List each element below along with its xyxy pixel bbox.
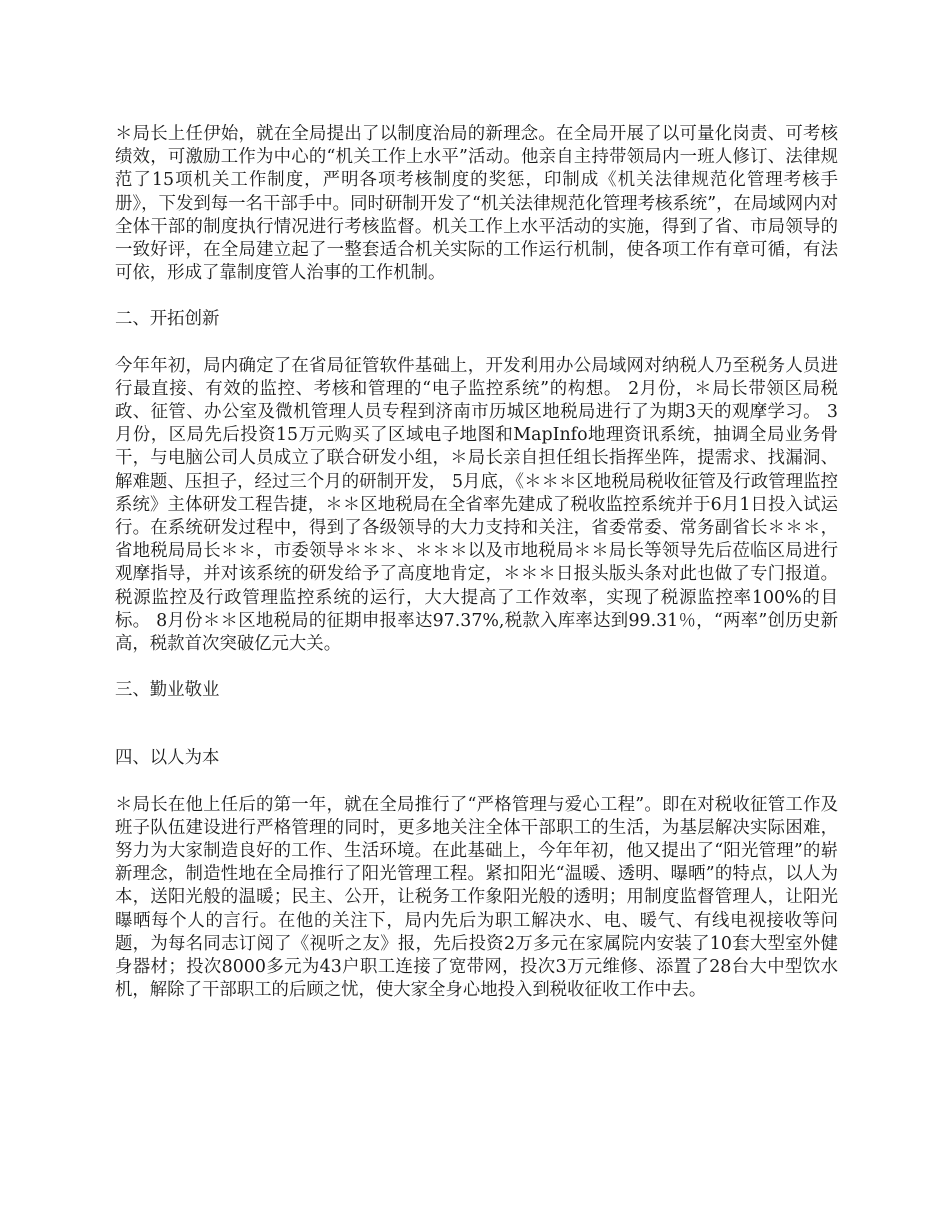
paragraph-sunshine-management: ＊局长在他上任后的第一年，就在全局推行了“严格管理与爱心工程”。即在对税收征管工作及班子队伍建设进行严格管理的同时，更多地关注全体干部职工的生活，为基层解决实际困难，努力为大家制造良好的工作、生活环境。在此基础上，今年年初，他又提出了“阳光管理”的崭新理念，制造性地在全局推行了阳光管理工程。紧扣阳光“温暖、透明、曝晒”的特点，以人为本，送阳光般的温暖；民主、公开，让税务工作象阳光般的透明；用制度监督管理人，让阳光曝晒每个人的言行。在他的关注下，局内先后为职工解决水、电、暖气、有线电视接收等问题，为每名同志订阅了《视听之友》报，先后投资2万多元在家属院内安装了10套大型室外健身器材；投次8000多元为43户职工连接了宽带网，投次3万元维修、添置了28台大中型饮水机，解除了干部职工的后顾之忧，使大家全身心地投入到税收征收工作中去。 [115, 794, 838, 1001]
paragraph-institution-building: ＊局长上任伊始，就在全局提出了以制度治局的新理念。在全局开展了以可量化岗责、可考核绩效，可激励工作为中心的“机关工作上水平”活动。他亲自主持带领局内一班人修订、法律规范了15项机关工作制度，严明各项考核制度的奖惩，印制成《机关法律规范化管理考核手册》，下发到每一名干部手中。同时研制开发了“机关法律规范化管理考核系统”，在局域网内对全体干部的制度执行情况进行考核监督。机关工作上水平活动的实施，得到了省、市局领导的一致好评，在全局建立起了一整套适合机关实际的工作运行机制，使各项工作有章可循，有法可依，形成了靠制度管人治事的工作机制。 [115, 124, 838, 284]
paragraph-gap [115, 285, 838, 308]
paragraph-monitoring-system: 今年年初，局内确定了在省局征管软件基础上，开发利用办公局域网对纳税人乃至税务人员进行最直接、有效的监控、考核和管理的“电子监控系统”的构想。 2月份，＊局长带领区局税政、征管、办公室及微机管理人员专程到济南市历城区地税局进行了为期3天的观摩学习。 3月份，区局先后投资15万元购买了区域电子地图和MapInfo地理资讯系统，抽调全局业务骨干，与电脑公司人员成立了联合研发小组，＊局长亲自担任组长指挥坐阵，提需求、找漏洞、解难题、压担子，经过三个月的研制开发， 5月底，《＊＊＊区地税局税收征管及行政管理监控系统》主体研发工程告捷，＊＊区地税局在全省率先建成了税收监控系统并于6月1日投入试运行。在系统研发过程中，得到了各级领导的大力支持和关注，省委常委、常务副省长＊＊＊，省地税局局长＊＊，市委领导＊＊＊、＊＊＊以及市地税局＊＊局长等领导先后莅临区局进行观摩指导，并对该系统的研发给予了高度地肯定，＊＊＊日报头版头条对此也做了专门报道。税源监控及行政管理监控系统的运行，大大提高了工作效率，实现了税源监控率100%的目标。 8月份＊＊区地税局的征期申报率达97.37%,税款入库率达到99.31％，“两率”创历史新高，税款首次突破亿元大关。 [115, 355, 838, 655]
section-heading-diligence: 三、勤业敬业 [115, 680, 220, 701]
section-heading-innovation: 二、开拓创新 [115, 309, 220, 330]
paragraph-gap [115, 771, 838, 794]
paragraph-gap [115, 656, 838, 679]
paragraph-gap [115, 702, 838, 747]
section-heading-people-oriented: 四、以人为本 [115, 748, 220, 769]
paragraph-gap [115, 332, 838, 355]
